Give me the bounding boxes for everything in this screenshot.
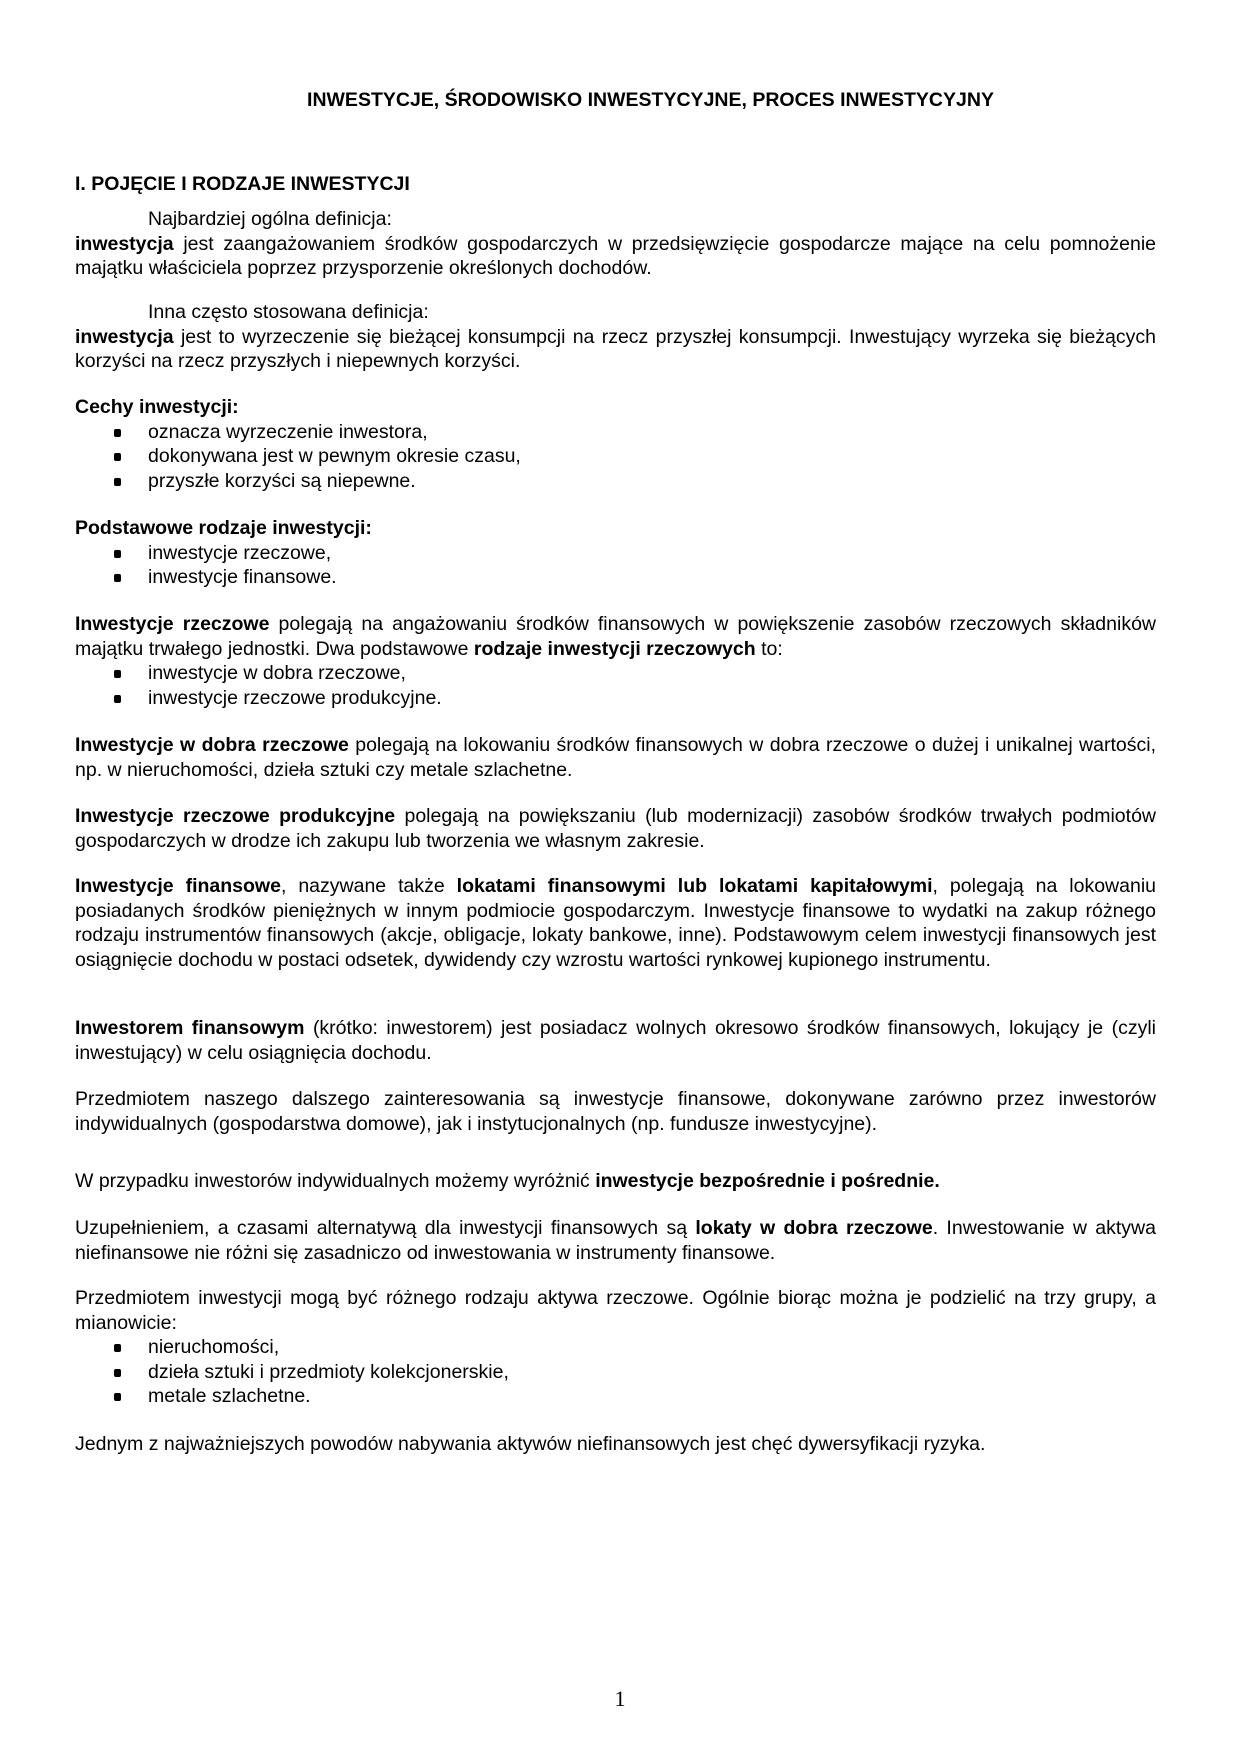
assets-section [75,1286,1156,1409]
body: , polegają na lokowaniu posiadanych środków pieniężnych w innym podmiocie gospodarczym. Inwestycje finansowe to wydatki na zakup różnego rodzaju instrumentów finansowych (akcje, obligacje, lokaty bankowe, inne). Podstawowym celem inwestycji finansowych jest osiągnięcie dochodu w postaci odsetek, dywidendy czy wzrostu wartości rynkowej kupionego instrumentu. [75,875,1156,971]
document-title: INWESTYCJE, ŚRODOWISKO INWESTYCYJNE, PROCES INWESTYCYJNY [307,89,994,111]
term: Inwestycje rzeczowe [75,613,270,635]
definition-body: jest to wyrzeczenie się bieżącej konsumpcji na rzecz przyszłej konsumpcji. Inwestujący wyrzeka się bieżących korzyści na rzecz przyszłych i niepewnych korzyści. [75,325,1156,372]
term: Inwestorem finansowym [75,1017,305,1039]
definition-body: jest zaangażowaniem środków gospodarczych w przedsięwzięcie gospodarcze mające na celu pomnożenie majątku właściciela poprzez przysporzenie określonych dochodów. [75,232,1156,279]
features-heading-text: Cechy inwestycji: [75,396,239,418]
term: Inwestycje w dobra rzeczowe [75,734,349,756]
real-investments-list [75,661,1156,710]
term: inwestycja [75,232,174,255]
subject-text: Przedmiotem naszego dalszego zainteresowania są inwestycje finansowe, dokonywane zarówno przez inwestorów indywidualnych (gospodarstwa domowe), jak i instytucjonalnych (np. fundusze inwestycyjne). [75,1088,1156,1135]
body: . Inwestowanie w aktywa niefinansowe nie różni się zasadniczo od inwestowania w instrumenty finansowe. [75,1217,1156,1264]
body: polegają na angażowaniu środków finansowych w powiększenie zasobów rzeczowych składników majątku trwałego jednostki. Dwa podstawowe [75,613,1156,660]
production-investments-text [75,804,1156,853]
complement-section [75,1216,1156,1265]
real-investments-section [75,612,1156,710]
financial-investments-text [75,874,1156,972]
investor-text [75,1016,1156,1065]
body: polegają na powiększaniu (lub modernizacji) zasobów środków trwałych podmiotów gospodarczych w drodze ich zakupu lub tworzenia we własnym zakresie. [75,805,1156,852]
definition-intro: Najbardziej ogólna definicja: [148,208,392,230]
body: W przypadku inwestorów indywidualnych możemy wyróżnić [75,1170,596,1192]
body: (krótko: inwestorem) jest posiadacz wolnych okresowo środków finansowych, lokujący je (czyli inwestujący) w celu osiągnięcia dochodu. [75,1017,1157,1064]
page-number: 1 [614,1686,626,1711]
list-item: inwestycje rzeczowe produkcyjne. [75,686,1156,711]
list-item: przyszłe korzyści są niepewne. [75,469,1156,494]
list-item: metale szlachetne. [75,1384,1156,1409]
definition-intro: Inna często stosowana definicja: [148,301,429,323]
financial-investments-section [75,874,1156,972]
subject-section [75,1087,1156,1136]
term: inwestycja [75,325,174,348]
definition-text [75,232,1156,281]
definition-general [75,207,1156,281]
features-heading [75,395,1156,420]
real-investments-text [75,612,1156,661]
list-item: nieruchomości, [75,1335,1156,1360]
features-list [75,420,1156,494]
list-item: inwestycje finansowe. [75,565,1156,590]
goods-investments-section [75,733,1156,782]
term: Inwestycje finansowe [75,875,281,897]
term: Inwestycje rzeczowe produkcyjne [75,805,396,827]
assets-list [75,1335,1156,1409]
complement-text [75,1216,1156,1265]
section-heading: I. POJĘCIE I RODZAJE INWESTYCJI [75,173,410,195]
features-section [75,395,1156,493]
investor-section [75,1016,1156,1065]
term: rodzaje inwestycji rzeczowych [473,637,756,660]
production-investments-section [75,804,1156,853]
closing-text: Jednym z najważniejszych powodów nabywania aktywów niefinansowych jest chęć dywersyfikacji ryzyka. [75,1433,986,1455]
list-item: inwestycje rzeczowe, [75,541,1156,566]
closing-section [75,1432,1156,1457]
definition-alternative [75,300,1156,374]
types-list [75,541,1156,590]
body: to: [755,637,783,660]
goods-investments-text [75,733,1156,782]
assets-text: Przedmiotem inwestycji mogą być różnego rodzaju aktywa rzeczowe. Ogólnie biorąc można je podzielić na trzy grupy, a mianowicie: [75,1287,1156,1334]
individual-text [75,1169,1156,1194]
list-item: inwestycje w dobra rzeczowe, [75,661,1156,686]
body: , nazywane także [280,875,457,897]
types-heading [75,516,1156,541]
types-heading-text: Podstawowe rodzaje inwestycji: [75,517,372,539]
definition-text [75,325,1156,374]
body: Uzupełnieniem, a czasami alternatywą dla inwestycji finansowych są [75,1217,696,1239]
types-section [75,516,1156,590]
term: inwestycje bezpośrednie i pośrednie. [595,1170,940,1192]
body: polegają na lokowaniu środków finansowych w dobra rzeczowe o dużej i unikalnej wartości, np. w nieruchomości, dzieła sztuki czy metale szlachetne. [75,734,1156,781]
list-item: dzieła sztuki i przedmioty kolekcjonerskie, [75,1360,1156,1385]
term: lokaty w dobra rzeczowe [695,1217,933,1239]
list-item: oznacza wyrzeczenie inwestora, [75,420,1156,445]
list-item: dokonywana jest w pewnym okresie czasu, [75,444,1156,469]
individual-section [75,1169,1156,1194]
term: lokatami finansowymi lub lokatami kapitałowymi [456,875,933,897]
